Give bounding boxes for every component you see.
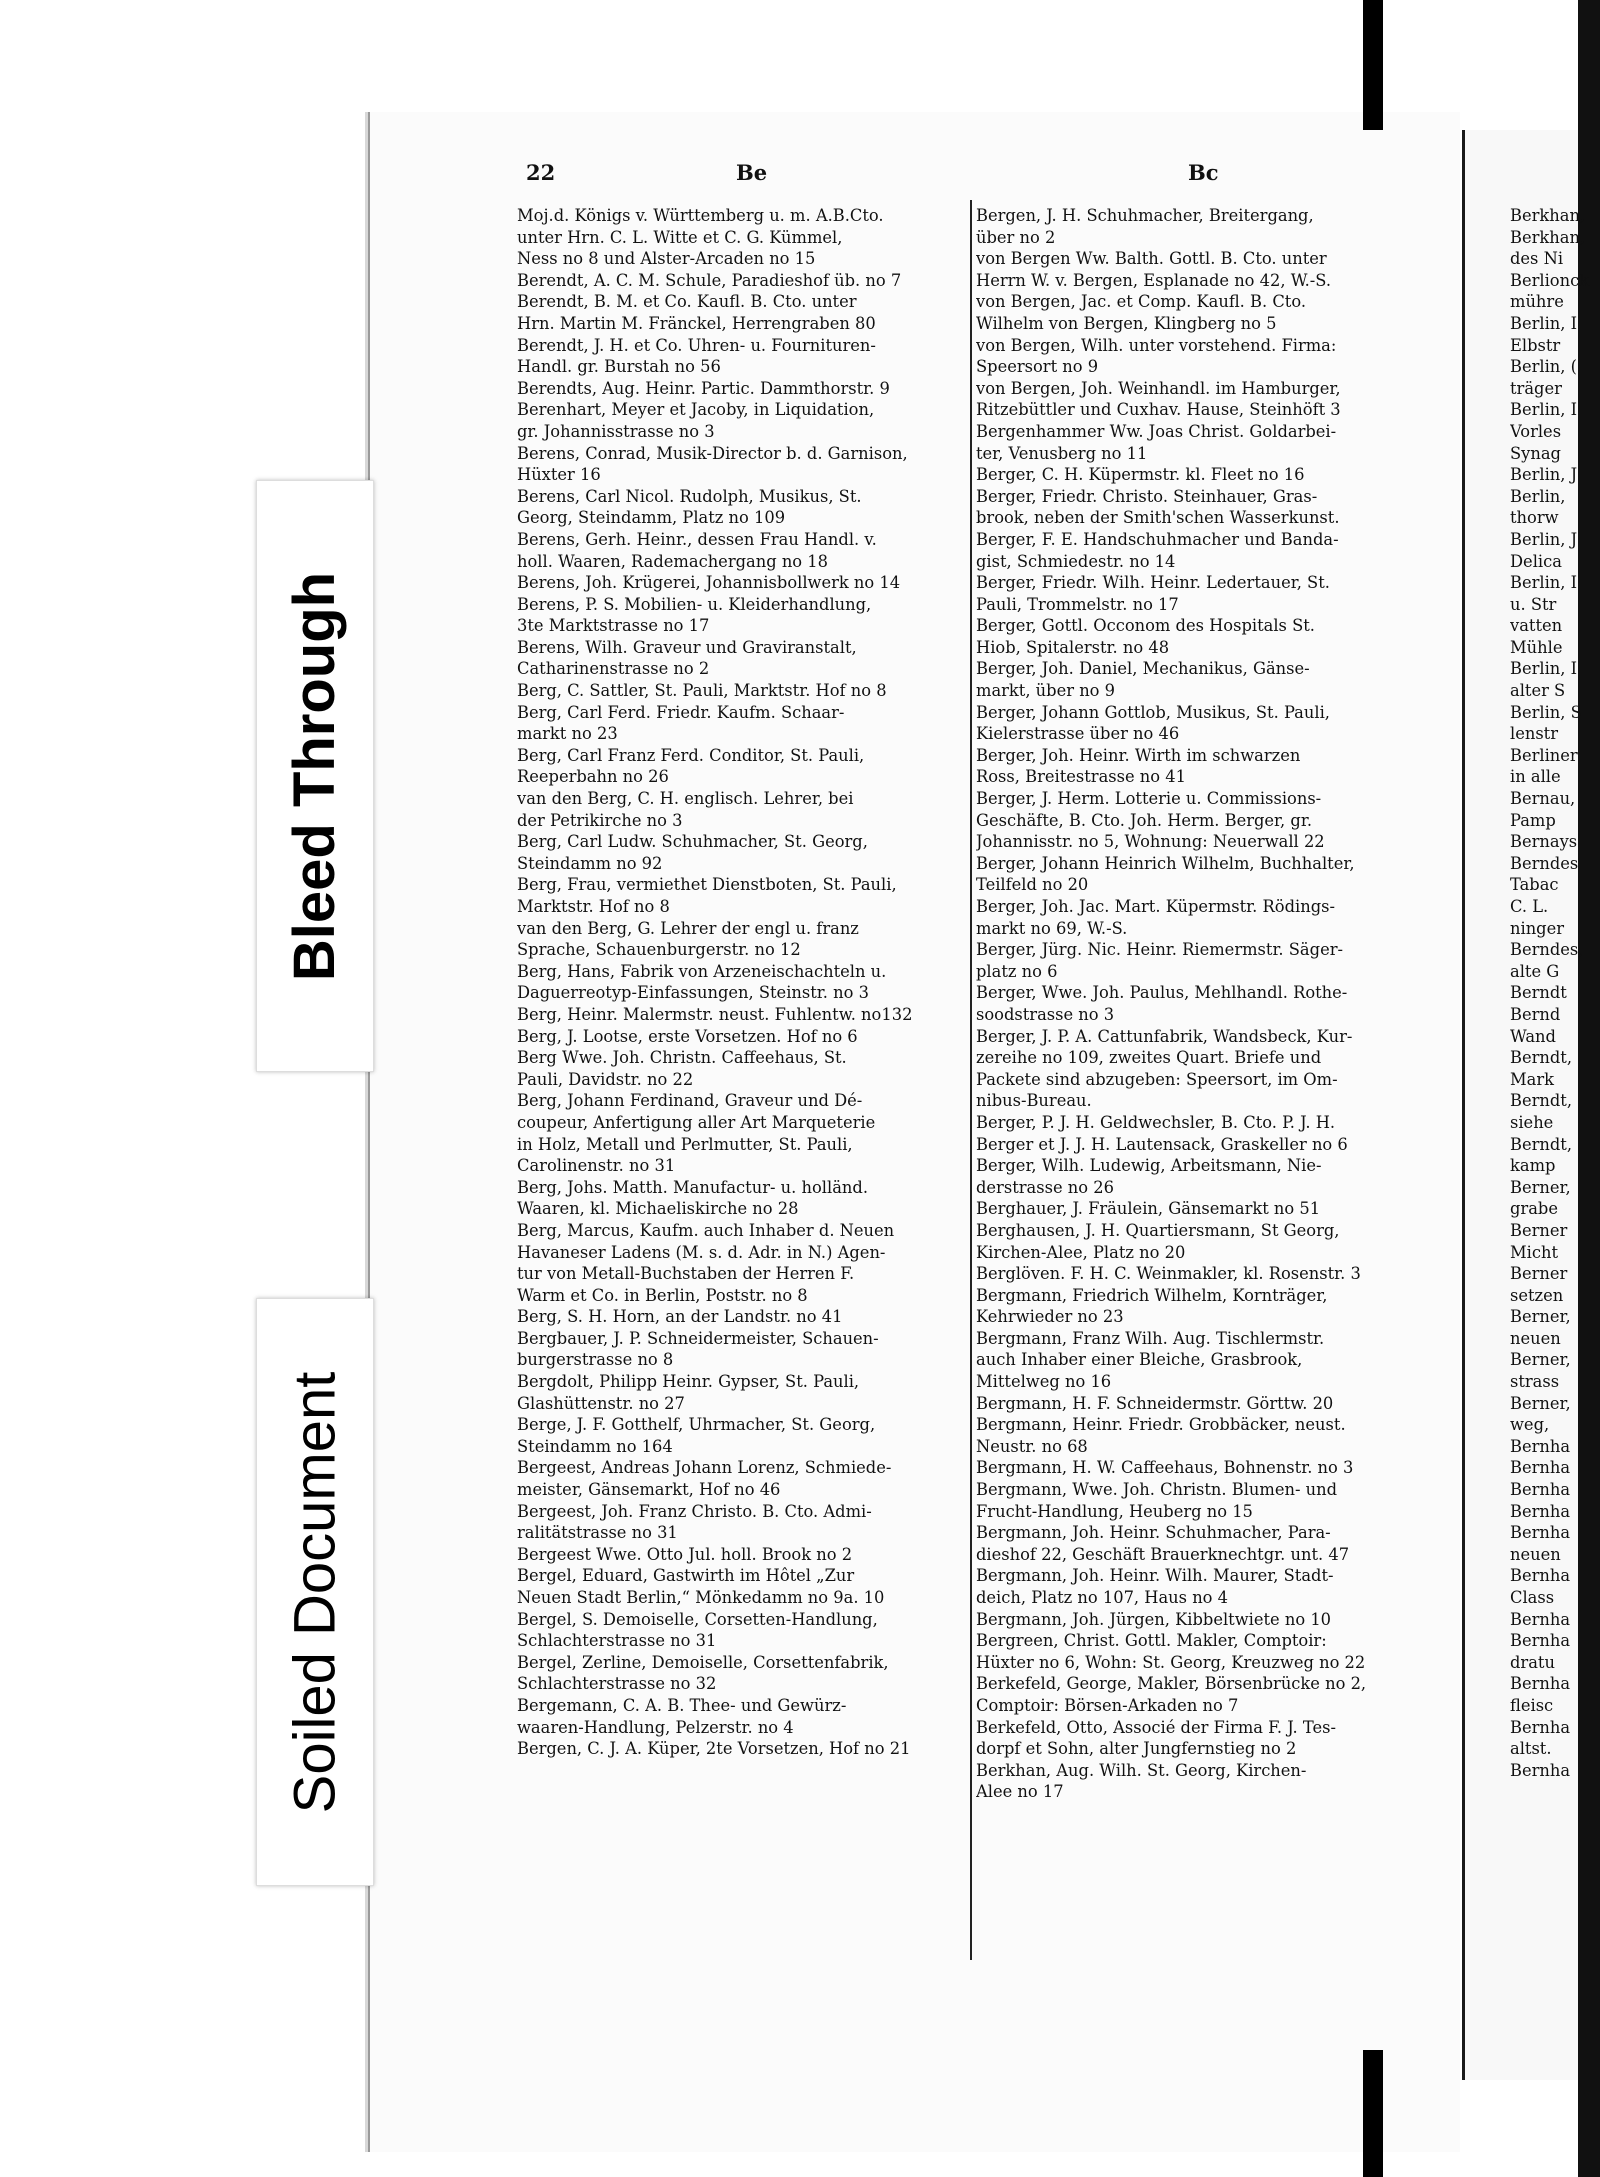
directory-line: Bernha <box>1510 1436 1571 1456</box>
directory-line: Berger, J. P. A. Cattunfabrik, Wandsbeck, Kur- <box>976 1026 1353 1046</box>
directory-line: Berner, <box>1510 1307 1571 1327</box>
directory-line: Kielerstrasse über no 46 <box>976 724 1180 744</box>
directory-line: Hiob, Spitalerstr. no 48 <box>976 637 1170 657</box>
directory-line: Wand <box>1510 1026 1556 1046</box>
directory-line: Moj.d. Königs v. Württemberg u. m. A.B.Cto. <box>517 206 884 225</box>
directory-line: Delica <box>1510 551 1562 571</box>
directory-line: Berndt, <box>1510 1091 1573 1111</box>
directory-line: soodstrasse no 3 <box>976 1004 1115 1024</box>
soiled-document-text: Soiled Document <box>282 1371 348 1813</box>
directory-line: Ness no 8 und Alster-Arcaden no 15 <box>517 249 816 269</box>
directory-line: nibus-Bureau. <box>976 1091 1092 1111</box>
directory-line: Berlin, ( <box>1510 357 1577 377</box>
directory-line: coupeur, Anfertigung aller Art Marqueterie <box>517 1112 876 1132</box>
directory-line: Bernays <box>1510 832 1578 852</box>
directory-line: auch Inhaber einer Bleiche, Grasbrook, <box>976 1350 1303 1370</box>
directory-line: Berger et J. J. H. Lautensack, Graskeller no 6 <box>976 1134 1348 1154</box>
directory-line: des Ni <box>1510 249 1564 269</box>
directory-line: Bergen, J. H. Schuhmacher, Breitergang, <box>976 206 1314 225</box>
directory-line: holl. Waaren, Rademachergang no 18 <box>517 551 828 571</box>
directory-line: Hüxter 16 <box>517 465 601 485</box>
directory-line: markt no 23 <box>517 724 618 744</box>
directory-line: Berghausen, J. H. Quartiersmann, St Georg, <box>976 1220 1340 1240</box>
directory-line: neuen <box>1510 1328 1561 1348</box>
directory-line: strass <box>1510 1372 1560 1392</box>
directory-line: zereihe no 109, zweites Quart. Briefe und <box>976 1048 1322 1068</box>
directory-line: Bergmann, Wwe. Joh. Christn. Blumen- und <box>976 1480 1338 1500</box>
directory-line: Johannisstr. no 5, Wohnung: Neuerwall 22 <box>976 832 1325 852</box>
directory-line: Berglöven. F. H. C. Weinmakler, kl. Rosenstr. 3 <box>976 1264 1361 1284</box>
directory-line: Bernha <box>1510 1566 1571 1586</box>
directory-line: ter, Venusberg no 11 <box>976 443 1148 463</box>
directory-line: C. L. <box>1510 897 1549 916</box>
header-left: Be <box>736 160 768 185</box>
directory-line: Berger, Wwe. Joh. Paulus, Mehlhandl. Rothe- <box>976 983 1348 1003</box>
directory-line: Daguerreotyp-Einfassungen, Steinstr. no 3 <box>517 983 869 1003</box>
directory-line: Berens, Wilh. Graveur und Graviranstalt, <box>517 637 857 657</box>
directory-line: neuen <box>1510 1544 1561 1564</box>
directory-line: Bergenhammer Ww. Joas Christ. Goldarbei- <box>976 421 1337 441</box>
directory-line: Alee no 17 <box>976 1782 1064 1802</box>
directory-line: alter S <box>1510 681 1566 701</box>
directory-line: Berger, Friedr. Christo. Steinhauer, Gras- <box>976 486 1318 506</box>
directory-line: Teilfeld no 20 <box>976 875 1089 895</box>
directory-line: Havaneser Ladens (M. s. d. Adr. in N.) Agen- <box>517 1242 886 1262</box>
directory-line: Bergen, C. J. A. Küper, 2te Vorsetzen, Hof no 21 <box>517 1739 911 1759</box>
directory-line: Schlachterstrasse no 32 <box>517 1674 717 1694</box>
directory-line: Bergmann, Joh. Jürgen, Kibbeltwiete no 10 <box>976 1609 1332 1629</box>
directory-line: Neustr. no 68 <box>976 1436 1088 1456</box>
directory-line: von Bergen, Wilh. unter vorstehend. Firma: <box>976 335 1337 355</box>
directory-line: Berger, Wilh. Ludewig, Arbeitsmann, Nie- <box>976 1156 1322 1176</box>
directory-line: Bergmann, Joh. Heinr. Wilh. Maurer, Stadt- <box>976 1566 1334 1586</box>
directory-line: Berger, Johann Heinrich Wilhelm, Buchhalter, <box>976 853 1355 873</box>
directory-line: siehe <box>1510 1112 1554 1132</box>
directory-line: Pauli, Trommelstr. no 17 <box>976 594 1179 614</box>
directory-line: Mark <box>1510 1069 1555 1089</box>
directory-line: dratu <box>1510 1652 1555 1672</box>
directory-line: Berner, <box>1510 1177 1571 1197</box>
directory-line: Berlionck <box>1510 270 1590 290</box>
directory-line: Berger, C. H. Küpermstr. kl. Fleet no 16 <box>976 465 1305 485</box>
directory-line: Berenhart, Meyer et Jacoby, in Liquidation, <box>517 400 875 420</box>
directory-line: Elbstr <box>1510 335 1561 355</box>
directory-line: Packete sind abzugeben: Speersort, im Om- <box>976 1069 1338 1089</box>
directory-line: platz no 6 <box>976 961 1058 981</box>
directory-line: Bernau, <box>1510 789 1576 809</box>
directory-line: Berlin, J <box>1510 529 1578 549</box>
header-right: Bc <box>1188 160 1219 185</box>
directory-line: in alle <box>1510 767 1561 787</box>
directory-line: Wilhelm von Bergen, Klingberg no 5 <box>976 313 1277 333</box>
directory-line: Berger, Gottl. Occonom des Hospitals St. <box>976 616 1315 636</box>
directory-line: Berg, S. H. Horn, an der Landstr. no 41 <box>517 1307 843 1327</box>
right-column <box>976 205 1421 1803</box>
directory-line: Berens, Conrad, Musik-Director b. d. Garnison, <box>517 443 908 463</box>
directory-line: Berger, Joh. Heinr. Wirth im schwarzen <box>976 745 1301 765</box>
directory-line: Pauli, Davidstr. no 22 <box>517 1069 694 1089</box>
directory-line: Bergmann, Heinr. Friedr. Grobbäcker, neust. <box>976 1415 1346 1435</box>
directory-line: thorw <box>1510 508 1559 528</box>
directory-line: Bernha <box>1510 1523 1571 1543</box>
directory-line: dieshof 22, Geschäft Brauerknechtgr. unt. 47 <box>976 1544 1350 1564</box>
directory-line: Berg, Johs. Matth. Manufactur- u. holländ. <box>517 1177 868 1197</box>
directory-line: Bergeest, Joh. Franz Christo. B. Cto. Admi- <box>517 1501 872 1521</box>
directory-line: Synag <box>1510 443 1561 463</box>
directory-line: Mühle <box>1510 637 1563 657</box>
directory-line: Steindamm no 164 <box>517 1436 673 1456</box>
directory-line: burgerstrasse no 8 <box>517 1350 674 1370</box>
directory-line: dorpf et Sohn, alter Jungfernstieg no 2 <box>976 1739 1297 1759</box>
directory-line: Berger, Joh. Daniel, Mechanikus, Gänse- <box>976 659 1310 679</box>
directory-line: Bergmann, H. F. Schneidermstr. Görttw. 20 <box>976 1393 1334 1413</box>
directory-line: Bergmann, Joh. Heinr. Schuhmacher, Para- <box>976 1523 1331 1543</box>
directory-line: Berner, <box>1510 1393 1571 1413</box>
directory-line: alte G <box>1510 961 1560 981</box>
directory-line: Berkefeld, George, Makler, Börsenbrücke no 2, <box>976 1674 1367 1694</box>
directory-line: lenstr <box>1510 724 1559 744</box>
directory-line: mühre <box>1510 292 1564 312</box>
directory-line: Berendt, B. M. et Co. Kaufl. B. Cto. unter <box>517 292 857 312</box>
directory-line: Bernha <box>1510 1717 1571 1737</box>
directory-line: Berger, P. J. H. Geldwechsler, B. Cto. P. J. H. <box>976 1112 1336 1132</box>
directory-line: kamp <box>1510 1156 1556 1176</box>
directory-line: Berendts, Aug. Heinr. Partic. Dammthorstr. 9 <box>517 378 890 398</box>
directory-line: vatten <box>1510 616 1563 636</box>
directory-line: setzen <box>1510 1285 1564 1305</box>
directory-line: Berg, Johann Ferdinand, Graveur und Dé- <box>517 1091 863 1111</box>
directory-line: Berens, Gerh. Heinr., dessen Frau Handl. v. <box>517 529 877 549</box>
directory-line: Geschäfte, B. Cto. Joh. Herm. Berger, gr. <box>976 810 1312 830</box>
directory-line: Bergel, S. Demoiselle, Corsetten-Handlung, <box>517 1609 878 1629</box>
directory-line: Schlachterstrasse no 31 <box>517 1631 717 1651</box>
directory-line: meister, Gänsemarkt, Hof no 46 <box>517 1480 781 1500</box>
directory-line: der Petrikirche no 3 <box>517 810 683 830</box>
directory-line: Berge, J. F. Gotthelf, Uhrmacher, St. Georg, <box>517 1415 876 1435</box>
directory-line: Speersort no 9 <box>976 357 1099 377</box>
directory-line: Berg, J. Lootse, erste Vorsetzen. Hof no 6 <box>517 1026 858 1046</box>
directory-line: Berg, C. Sattler, St. Pauli, Marktstr. Hof no 8 <box>517 681 887 701</box>
directory-line: Berkhan, Aug. Wilh. St. Georg, Kirchen- <box>976 1760 1307 1780</box>
directory-line: Berlin, I <box>1510 659 1578 679</box>
directory-line: Berner <box>1510 1220 1568 1240</box>
directory-line: Berendt, A. C. M. Schule, Paradieshof üb. no 7 <box>517 270 902 290</box>
directory-line: Micht <box>1510 1242 1559 1262</box>
directory-line: Berens, Joh. Krügerei, Johannisbollwerk no 14 <box>517 573 901 593</box>
directory-line: van den Berg, C. H. englisch. Lehrer, bei <box>517 789 854 809</box>
bleed-through-text: Bleed Through <box>282 571 348 981</box>
directory-line: Tabac <box>1510 875 1559 895</box>
directory-line: Berndes <box>1510 853 1579 873</box>
directory-line: Frucht-Handlung, Heuberg no 15 <box>976 1501 1253 1521</box>
directory-line: Bergbauer, J. P. Schneidermeister, Schauen- <box>517 1328 879 1348</box>
directory-line: von Bergen, Jac. et Comp. Kaufl. B. Cto. <box>976 292 1307 312</box>
directory-line: Berlin, I <box>1510 400 1578 420</box>
directory-line: Berner <box>1510 1264 1568 1284</box>
directory-line: Carolinenstr. no 31 <box>517 1156 676 1176</box>
directory-line: Berkhan, <box>1510 206 1586 225</box>
scan-edge-bar-top <box>1363 0 1383 130</box>
directory-line: Bergmann, H. W. Caffeehaus, Bohnenstr. no 3 <box>976 1458 1354 1478</box>
directory-line: Berg, Carl Ludw. Schuhmacher, St. Georg, <box>517 832 868 852</box>
directory-line: Berndt, <box>1510 1134 1573 1154</box>
directory-line: Berg, Carl Franz Ferd. Conditor, St. Pauli, <box>517 745 865 765</box>
bleed-through-label <box>256 480 374 1072</box>
directory-line: ralitätstrasse no 31 <box>517 1523 678 1543</box>
directory-line: Bernha <box>1510 1760 1571 1780</box>
directory-line: markt, über no 9 <box>976 681 1116 701</box>
directory-line: tur von Metall-Buchstaben der Herren F. <box>517 1264 855 1284</box>
directory-line: Kehrwieder no 23 <box>976 1307 1124 1327</box>
left-column <box>517 205 972 1760</box>
directory-line: von Bergen, Joh. Weinhandl. im Hamburger, <box>976 378 1341 398</box>
directory-line: Berg, Heinr. Malermstr. neust. Fuhlentw. no132 <box>517 1004 913 1024</box>
directory-line: Sprache, Schauenburgerstr. no 12 <box>517 940 801 960</box>
directory-line: Bernha <box>1510 1631 1571 1651</box>
directory-line: Mittelweg no 16 <box>976 1372 1112 1392</box>
directory-line: Berger, Johann Gottlob, Musikus, St. Pauli, <box>976 702 1330 722</box>
directory-line: Berlin, J <box>1510 465 1578 485</box>
directory-line: Waaren, kl. Michaeliskirche no 28 <box>517 1199 799 1219</box>
directory-line: Berndt <box>1510 983 1567 1003</box>
directory-line: Bergel, Eduard, Gastwirth im Hôtel „Zur <box>517 1566 855 1586</box>
directory-line: Bernha <box>1510 1480 1571 1500</box>
directory-line: Berger, Jürg. Nic. Heinr. Riemermstr. Säger- <box>976 940 1343 960</box>
directory-line: Bernha <box>1510 1458 1571 1478</box>
directory-line: Bernha <box>1510 1609 1571 1629</box>
directory-line: Berger, Friedr. Wilh. Heinr. Ledertauer, St. <box>976 573 1330 593</box>
directory-line: Berg, Frau, vermiethet Dienstboten, St. Pauli, <box>517 875 897 895</box>
directory-line: brook, neben der Smith'schen Wasserkunst. <box>976 508 1340 528</box>
directory-line: Berg, Marcus, Kaufm. auch Inhaber d. Neuen <box>517 1220 895 1240</box>
edge-column <box>1510 205 1600 1781</box>
directory-line: Ritzebüttler und Cuxhav. Hause, Steinhöft 3 <box>976 400 1341 420</box>
directory-line: Kirchen-Alee, Platz no 20 <box>976 1242 1186 1262</box>
directory-line: ninger <box>1510 918 1565 938</box>
directory-line: Bergemann, C. A. B. Thee- und Gewürz- <box>517 1695 847 1715</box>
directory-line: Berg, Carl Ferd. Friedr. Kaufm. Schaar- <box>517 702 845 722</box>
directory-line: Bergmann, Friedrich Wilhelm, Kornträger, <box>976 1285 1328 1305</box>
directory-line: Berens, Carl Nicol. Rudolph, Musikus, St. <box>517 486 862 506</box>
directory-line: Bernha <box>1510 1674 1571 1694</box>
directory-line: Berlin, S <box>1510 702 1582 722</box>
directory-line: 3te Marktstrasse no 17 <box>517 616 710 636</box>
directory-line: grabe <box>1510 1199 1558 1219</box>
directory-line: Class <box>1510 1588 1555 1607</box>
directory-line: Berens, P. S. Mobilien- u. Kleiderhandlung, <box>517 594 872 614</box>
directory-line: Handl. gr. Burstah no 56 <box>517 357 721 377</box>
directory-line: Bergeest, Andreas Johann Lorenz, Schmiede- <box>517 1458 892 1478</box>
directory-line: Herrn W. v. Bergen, Esplanade no 42, W.-S. <box>976 270 1332 290</box>
directory-line: Bergdolt, Philipp Heinr. Gypser, St. Pauli, <box>517 1372 860 1392</box>
directory-line: von Bergen Ww. Balth. Gottl. B. Cto. unter <box>976 249 1327 269</box>
directory-line: Bernd <box>1510 1004 1561 1024</box>
directory-line: Comptoir: Börsen-Arkaden no 7 <box>976 1695 1239 1715</box>
directory-line: Glashüttenstr. no 27 <box>517 1393 685 1413</box>
directory-line: Berlin, I <box>1510 573 1578 593</box>
directory-line: Vorles <box>1510 421 1562 441</box>
directory-line: Bergel, Zerline, Demoiselle, Corsettenfabrik, <box>517 1652 889 1672</box>
directory-line: über no 2 <box>976 227 1056 247</box>
directory-line: waaren-Handlung, Pelzerstr. no 4 <box>517 1717 794 1737</box>
directory-line: deich, Platz no 107, Haus no 4 <box>976 1588 1229 1607</box>
directory-line: u. Str <box>1510 594 1557 614</box>
directory-line: altst. <box>1510 1739 1552 1759</box>
directory-line: in Holz, Metall und Perlmutter, St. Pauli, <box>517 1134 853 1154</box>
directory-line: fleisc <box>1510 1695 1554 1715</box>
directory-line: Warm et Co. in Berlin, Poststr. no 8 <box>517 1285 808 1305</box>
directory-line: Berg Wwe. Joh. Christn. Caffeehaus, St. <box>517 1048 847 1068</box>
directory-line: Hrn. Martin M. Fränckel, Herrengraben 80 <box>517 313 876 333</box>
directory-line: Pamp <box>1510 810 1556 830</box>
directory-line: Berg, Hans, Fabrik von Arzeneischachteln u. <box>517 961 887 981</box>
directory-line: Berkefeld, Otto, Associé der Firma F. J. Tes- <box>976 1717 1336 1737</box>
directory-line: Berlin, I <box>1510 313 1578 333</box>
directory-line: Bergeest Wwe. Otto Jul. holl. Brook no 2 <box>517 1544 853 1564</box>
directory-line: Hüxter no 6, Wohn: St. Georg, Kreuzweg no 22 <box>976 1652 1366 1672</box>
directory-line: träger <box>1510 378 1562 398</box>
directory-line: Berger, J. Herm. Lotterie u. Commissions- <box>976 789 1322 809</box>
directory-line: Berner, <box>1510 1350 1571 1370</box>
directory-line: markt no 69, W.-S. <box>976 918 1128 938</box>
directory-line: Bergmann, Franz Wilh. Aug. Tischlermstr. <box>976 1328 1325 1348</box>
directory-line: Berkhan, <box>1510 227 1586 247</box>
directory-line: Berghauer, J. Fräulein, Gänsemarkt no 51 <box>976 1199 1321 1219</box>
directory-line: Berndes, <box>1510 940 1584 960</box>
directory-line: Berger, F. E. Handschuhmacher und Banda- <box>976 529 1339 549</box>
directory-line: Berlin, <box>1510 486 1566 506</box>
directory-line: Berndt, <box>1510 1048 1573 1068</box>
directory-line: gr. Johannisstrasse no 3 <box>517 421 715 441</box>
directory-line: Berliner <box>1510 745 1578 765</box>
directory-line: unter Hrn. C. L. Witte et C. G. Kümmel, <box>517 227 843 247</box>
directory-line: Bergreen, Christ. Gottl. Makler, Comptoir: <box>976 1631 1327 1651</box>
directory-line: Catharinenstrasse no 2 <box>517 659 710 679</box>
directory-line: Steindamm no 92 <box>517 853 663 873</box>
soiled-document-label <box>256 1298 374 1886</box>
directory-line: Marktstr. Hof no 8 <box>517 897 670 916</box>
directory-line: Bernha <box>1510 1501 1571 1521</box>
directory-line: van den Berg, G. Lehrer der engl u. franz <box>517 918 859 938</box>
directory-line: derstrasse no 26 <box>976 1177 1114 1197</box>
directory-line: weg, <box>1510 1415 1550 1435</box>
directory-line: Ross, Breitestrasse no 41 <box>976 767 1186 787</box>
directory-line: gist, Schmiedestr. no 14 <box>976 551 1176 571</box>
directory-line: Neuen Stadt Berlin,“ Mönkedamm no 9a. 10 <box>517 1588 885 1607</box>
scan-edge-bar-bottom <box>1363 2050 1383 2177</box>
directory-line: Berendt, J. H. et Co. Uhren- u. Fournituren- <box>517 335 876 355</box>
page-number: 22 <box>526 160 556 185</box>
directory-line: Berger, Joh. Jac. Mart. Küpermstr. Rödings- <box>976 897 1335 916</box>
directory-line: Georg, Steindamm, Platz no 109 <box>517 508 786 528</box>
directory-line: Reeperbahn no 26 <box>517 767 669 787</box>
